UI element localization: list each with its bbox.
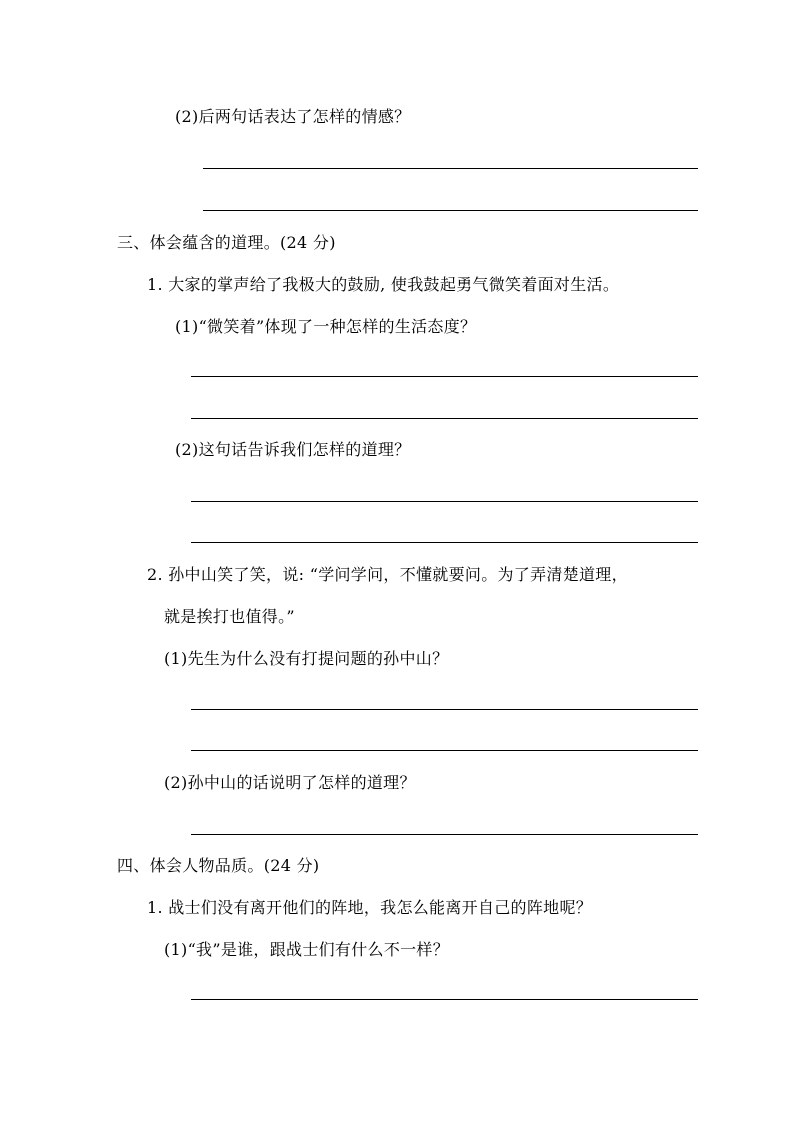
answer-line[interactable] [191,834,698,835]
answer-line[interactable] [191,376,698,377]
question-prompt: (2)孙中山的话说明了怎样的道理？ [164,773,416,792]
section-heading: 三、体会蕴含的道理。(24 分) [117,233,336,252]
question-item: 1. 大家的掌声给了我极大的鼓励, 使我鼓起勇气微笑着面对生活。 [147,275,620,294]
question-prompt: (2)这句话告诉我们怎样的道理？ [175,440,411,459]
answer-line[interactable] [191,750,698,751]
section-heading: 四、体会人物品质。(24 分) [117,856,320,875]
answer-line[interactable] [203,168,698,169]
question-prompt: (1)“微笑着”体现了一种怎样的生活态度？ [175,317,477,336]
answer-line[interactable] [191,542,698,543]
answer-line[interactable] [191,999,698,1000]
question-item-continued: 就是挨打也值得。” [164,607,295,626]
question-item: 1. 战士们没有离开他们的阵地，我怎么能离开自己的阵地呢？ [147,898,593,917]
answer-line[interactable] [191,418,698,419]
question-prompt: (1)“我”是谁，跟战士们有什么不一样？ [164,940,450,959]
answer-line[interactable] [191,501,698,502]
answer-line[interactable] [203,210,698,211]
question-prompt: (2)后两句话表达了怎样的情感？ [175,107,411,126]
question-item: 2. 孙中山笑了笑，说: “学问学问，不懂就要问。为了弄清楚道理， [147,565,628,584]
answer-line[interactable] [191,709,698,710]
question-prompt: (1)先生为什么没有打提问题的孙中山？ [164,649,449,668]
